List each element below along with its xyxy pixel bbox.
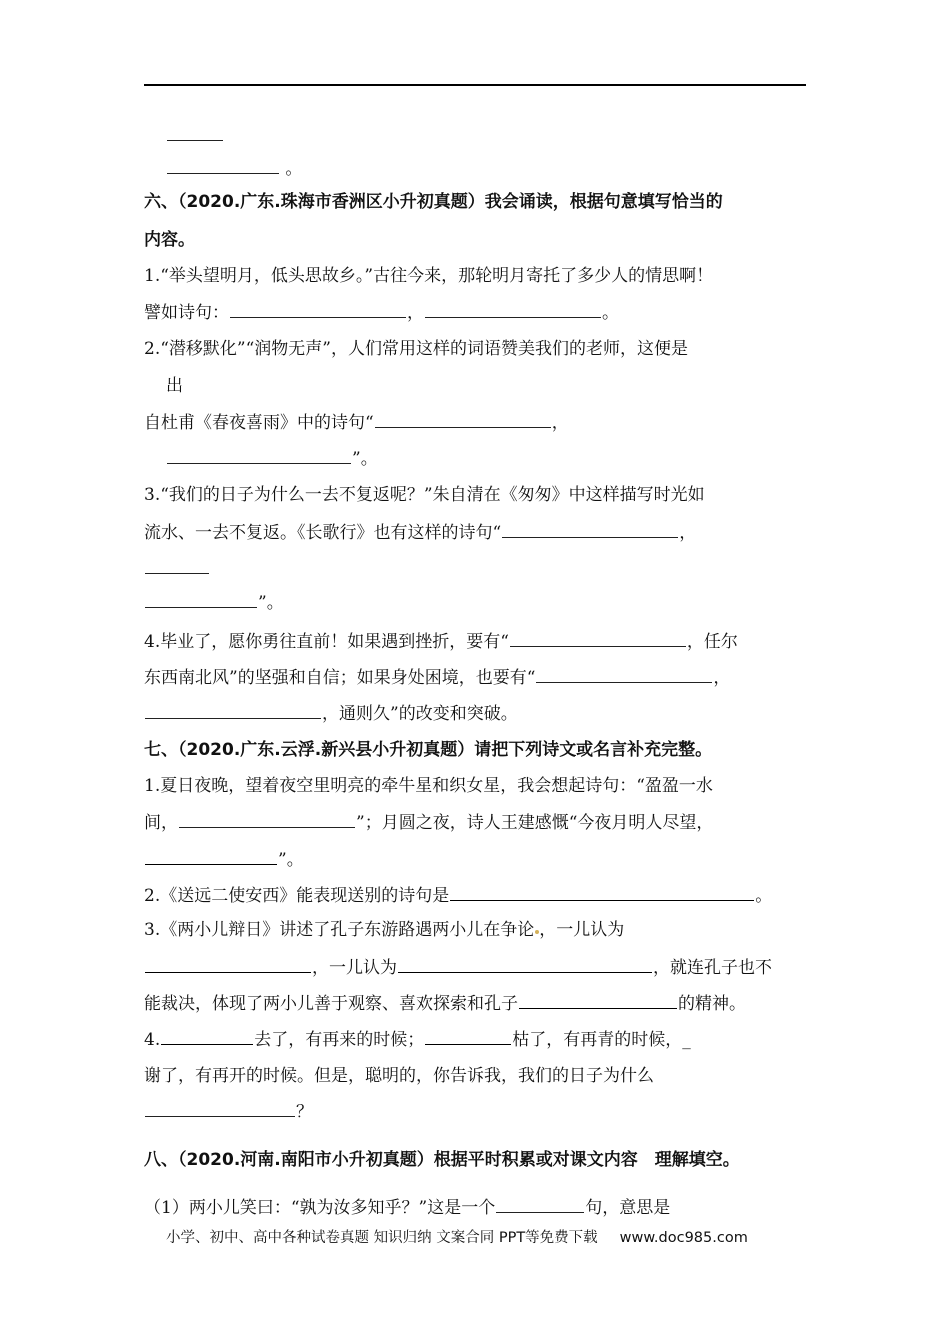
section-6-heading: 六、（2020.广东.珠海市香洲区小升初真题）我会诵读，根据句意填写恰当的 <box>144 192 723 212</box>
s7-q3-text: 3.《两小儿辩日》讲述了孔子东游路遇两小儿在争论 <box>144 920 535 940</box>
quote-close-text: ”。 <box>278 850 304 870</box>
s6-q2-line3 <box>144 410 569 435</box>
answer-blank[interactable] <box>167 446 351 464</box>
footer-text: 小学、初中、高中各种试卷真题 知识归纳 文案合同 PPT等免费下载 <box>166 1230 598 1246</box>
s7-q1-text: 1.夏日夜晚，望着夜空里明亮的牵牛星和织女星，我会想起诗句：“盈盈一水 <box>144 776 713 796</box>
s7-q4-number: 4. <box>144 1030 161 1050</box>
s7-q3-line3 <box>144 991 746 1016</box>
answer-blank[interactable] <box>145 701 321 719</box>
s7-q2-text: 2.《送远二使安西》能表现送别的诗句是 <box>144 886 450 906</box>
answer-blank[interactable] <box>161 1027 253 1045</box>
s6-q4-end: ，通则久”的改变和突破。 <box>322 704 518 724</box>
answer-blank[interactable] <box>167 156 279 174</box>
answer-blank[interactable] <box>375 410 551 428</box>
period-text: 。 <box>602 303 619 323</box>
s6-q2-text: 2.“潜移默化”“润物无声”，人们常用这样的词语赞美我们的老师，这便是 <box>144 339 688 359</box>
s6-q3-line4 <box>144 590 284 615</box>
s6-q3-prefix: 流水、一去不复返。《长歌行》也有这样的诗句“ <box>144 523 502 543</box>
s6-q3-text: 3.“我们的日子为什么一去不复返呢？”朱自清在《匆匆》中这样描写时光如 <box>144 485 705 505</box>
s7-q3-spirit: 的精神。 <box>678 994 746 1014</box>
quote-close-text: ”。 <box>258 593 284 613</box>
answer-blank-line <box>144 556 210 581</box>
answer-blank[interactable] <box>496 1195 584 1213</box>
section-8-heading: 八、（2020.河南.南阳市小升初真题）根据平时积累或对课文内容 理解填空。 <box>144 1150 740 1170</box>
answer-blank[interactable] <box>536 665 712 683</box>
answer-blank[interactable] <box>145 847 277 865</box>
answer-blank[interactable] <box>450 883 754 901</box>
s6-q4-line3 <box>144 701 518 726</box>
s7-q4-text-c: 谢了，有再开的时候。但是，聪明的，你告诉我，我们的日子为什么 <box>144 1066 654 1086</box>
s7-q1-prefix: 间， <box>144 813 178 833</box>
answer-blank[interactable] <box>502 520 678 538</box>
answer-blank[interactable] <box>145 1099 295 1117</box>
s7-q3-suffix: ，一儿认为 <box>539 920 625 940</box>
s6-q4-line1 <box>144 629 738 654</box>
section-7-heading: 七、（2020.广东.云浮.新兴县小升初真题）请把下列诗文或名言补充完整。 <box>144 740 713 760</box>
period-text: 。 <box>285 159 303 179</box>
header-rule <box>144 84 806 86</box>
answer-blank[interactable] <box>398 955 652 973</box>
s7-q1-middle: ”；月圆之夜，诗人王建感慨“今夜月明人尽望， <box>356 813 714 833</box>
s6-q4-line2 <box>144 665 730 690</box>
s6-q4-text: 东西南北风”的坚强和自信；如果身处困境，也要有“ <box>144 668 536 688</box>
answer-blank[interactable] <box>179 810 355 828</box>
underscore-text: _ <box>682 1030 691 1050</box>
s6-q2-text-b: 出 <box>166 376 183 396</box>
s6-q1-text: 1.“举头望明月，低头思故乡。”古往今来，那轮明月寄托了多少人的情思啊！ <box>144 266 714 286</box>
comma-text: ， <box>679 523 697 543</box>
quote-close-text: ”。 <box>352 449 378 469</box>
s6-q3-line2 <box>144 520 696 545</box>
s6-q1-prefix: 譬如诗句： <box>144 303 229 323</box>
s8-q1-line <box>144 1195 670 1220</box>
s7-q3-line2 <box>144 955 772 980</box>
comma-text: ， <box>407 303 424 323</box>
s7-q3-line1 <box>144 918 624 942</box>
answer-blank[interactable] <box>145 556 209 574</box>
s7-q3-middle: ，一儿认为 <box>312 958 397 978</box>
section-6-heading-cont: 内容。 <box>144 230 195 250</box>
s7-q4-text-a: 去了，有再来的时候； <box>254 1030 425 1050</box>
period-text: 。 <box>755 886 773 906</box>
answer-blank[interactable] <box>145 590 257 608</box>
footer-url-link[interactable]: www.doc985.com <box>619 1230 748 1246</box>
answer-blank[interactable] <box>425 300 601 318</box>
answer-blank[interactable] <box>425 1027 511 1045</box>
answer-blank[interactable] <box>167 123 223 141</box>
s7-q4-line3 <box>144 1099 313 1124</box>
answer-blank[interactable] <box>510 629 686 647</box>
comma-text: ， <box>713 668 731 688</box>
answer-blank[interactable] <box>519 991 677 1009</box>
s6-q2-prefix: 自杜甫《春夜喜雨》中的诗句“ <box>144 413 374 433</box>
s7-q4-text-b: 枯了，有再青的时候， <box>512 1030 683 1050</box>
s7-q3-end: ，就连孔子也不 <box>653 958 772 978</box>
s6-q4-suffix: ，任尔 <box>686 632 738 652</box>
s7-q1-line2 <box>144 810 713 835</box>
answer-blank[interactable] <box>145 955 311 973</box>
s7-q1-line3 <box>144 847 304 872</box>
s7-q4-line1 <box>144 1027 691 1052</box>
s6-q4-prefix: 4.毕业了，愿你勇往直前！如果遇到挫折，要有“ <box>144 632 509 652</box>
s6-q1-line2 <box>144 300 619 325</box>
answer-blank-line <box>166 156 302 181</box>
answer-blank[interactable] <box>230 300 406 318</box>
answer-blank-line <box>166 123 224 148</box>
question-mark-text: ？ <box>296 1102 313 1122</box>
page-footer <box>166 1226 748 1247</box>
s6-q2-line4 <box>166 446 378 471</box>
s7-q3-text-c: 能裁决，体现了两小儿善于观察、喜欢探索和孔子 <box>144 994 518 1014</box>
comma-text: ， <box>551 413 569 433</box>
s8-q1-suffix: 句，意思是 <box>585 1198 671 1218</box>
s7-q2-line <box>144 883 772 908</box>
s8-q1-text: （1）两小儿笑曰：“孰为汝多知乎？”这是一个 <box>144 1198 496 1218</box>
